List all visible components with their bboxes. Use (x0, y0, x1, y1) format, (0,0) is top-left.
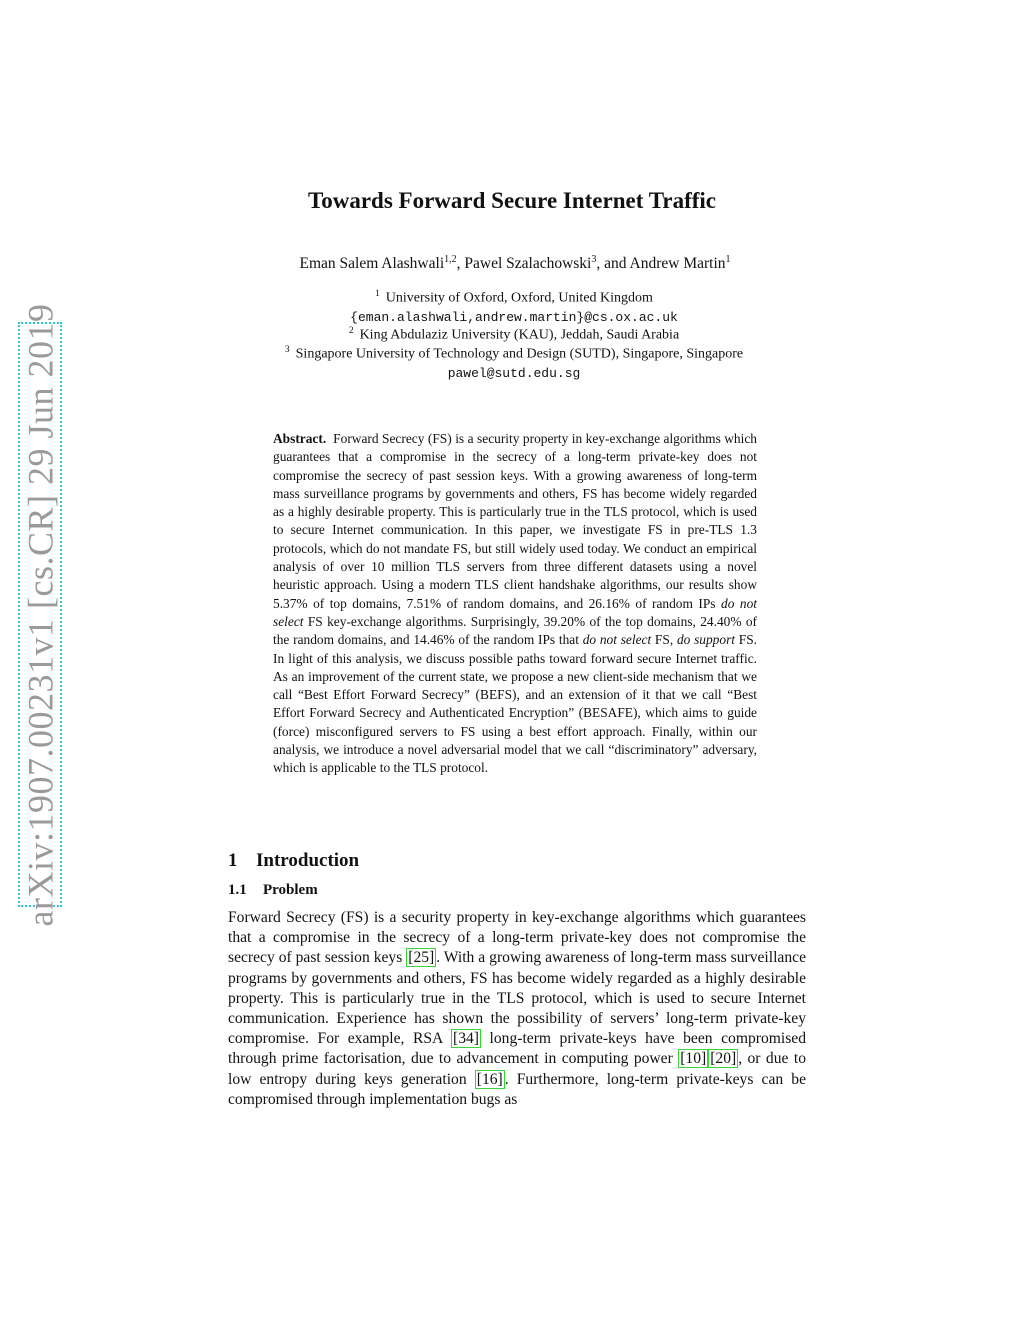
affiliation-email: pawel@sutd.edu.sg (447, 366, 581, 381)
abstract: Abstract. Forward Secrecy (FS) is a security property in key-exchange algorithms which guarantees that a compromise in the secrecy of a long-term private-key does not compromise the secrecy of past session keys. With a growing awareness of long-term mass surveillance programs by governments and others, FS has become widely regarded as a highly desirable property. This is particularly true in the TLS protocol, which is used to secure Internet communication. In this paper, we investigate FS in pre-TLS 1.3 protocols, which do not mandate FS, but still widely used today. We conduct an empirical analysis of over 10 million TLS servers from three different datasets using a novel heuristic approach. Using a modern TLS client handshake algorithms, our results show 5.37% of top domains, 7.51% of random domains, and 26.16% of random IPs do not select FS key-exchange algorithms. Surprisingly, 39.20% of the top domains, 24.40% of the random domains, and 14.46% of the random IPs that do not select FS, do support FS. In light of this analysis, we discuss possible paths toward forward secure Internet traffic. As an improvement of the current state, we propose a new client-side mechanism that we call “Best Effort Forward Secrecy” (BEFS), and an extension of it that we call “Best Effort Forward Secrecy and Authenticated Encryption” (BESAFE), which aims to guide (force) misconfigured servers to FS using a best effort approach. Finally, within our analysis, we introduce a novel adversarial model that we call “discriminatory” adversary, which is applicable to the TLS protocol. (273, 431, 757, 776)
affiliation-line: $^1$ University of Oxford, Oxford, United Kingdom (375, 289, 653, 306)
author-name: Pawel Szalachowski (464, 255, 592, 273)
affiliation-email: {eman.alashwali,andrew.martin}@cs.ox.ac.uk (350, 310, 678, 325)
abstract-label: Abstract. (273, 431, 327, 446)
citation-link[interactable]: [25] (408, 949, 435, 967)
arxiv-stamp (18, 303, 62, 926)
author-name: Eman Salem Alashwali (299, 255, 445, 273)
section-heading: 1 Introduction (228, 850, 360, 871)
citation-link[interactable]: [10] (680, 1050, 707, 1068)
author-list: Eman Salem Alashwali$^{1,2}$, Pawel Szalachowski$^3$, and Andrew Martin$^1$ (299, 254, 731, 273)
paper-title: Towards Forward Secure Internet Traffic (308, 188, 716, 213)
affiliation-line: $^3$ Singapore University of Technology and Design (SUTD), Singapore, Singapore (284, 345, 744, 362)
author-name: Andrew Martin (629, 255, 726, 273)
affiliation-line: $^2$ King Abdulaziz University (KAU), Jeddah, Saudi Arabia (348, 326, 680, 343)
author-affil-marker: 3 (591, 254, 597, 265)
citation-link[interactable]: [16] (476, 1070, 503, 1088)
author-affil-marker: 1,2 (444, 254, 457, 265)
arxiv-identifier: arXiv:1907.00231v1 [cs.CR] 29 Jun 2019 (20, 303, 60, 926)
citation-link[interactable]: [20] (710, 1050, 737, 1068)
body-paragraph: Forward Secrecy (FS) is a security property in key-exchange algorithms which guarantees that a compromise in the secrecy of a long-term private-key does not compromise the secrecy of past session keys [25] . With a growing awareness of long-term mass surveillance programs by governments and others, FS has become widely regarded as a highly desirable property. This is particularly true in the TLS protocol, which is used to secure Internet communication. Experience has shown the possibility of servers’ long-term private-key compromise. For example, RSA [34] long-term private-keys have been compromised through prime factorisation, due to advancement in computing power [10] [20] , or due to low entropy during keys generation [16] . Furthermore, long-term private-keys can be compromised through implementation bugs as (228, 909, 807, 1108)
citation-link[interactable]: [34] (453, 1030, 479, 1048)
subsection-heading: 1.1 Problem (228, 882, 318, 898)
author-affil-marker: 1 (725, 254, 731, 265)
